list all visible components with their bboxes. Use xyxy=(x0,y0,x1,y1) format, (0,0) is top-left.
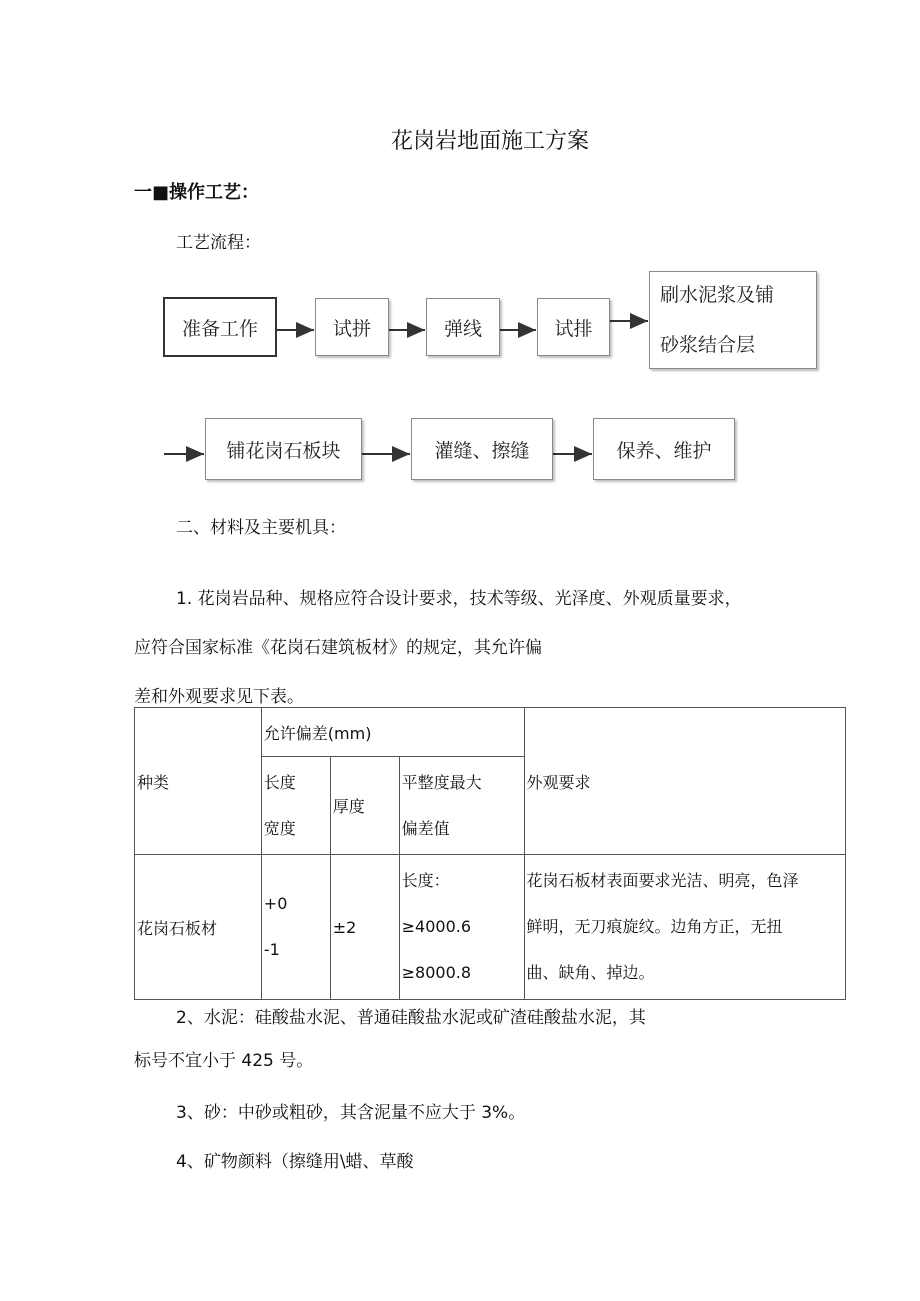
header-flatness xyxy=(399,757,524,855)
header-type: 种类 xyxy=(135,708,262,855)
flow-step-mortar-layer xyxy=(649,271,817,369)
cell-flatness-line2: ≥4000.6 xyxy=(401,917,472,936)
cell-length-width-plus: +0 xyxy=(263,894,288,913)
table-header-row xyxy=(135,708,846,757)
flow-step-label: 试拼 xyxy=(332,317,371,340)
cell-thickness: ±2 xyxy=(330,855,399,1000)
header-flatness-line2: 偏差值 xyxy=(401,818,450,838)
flow-step-lay-slabs xyxy=(205,418,362,480)
item4: 4、矿物颜料（擦缝用\蜡、草酸 xyxy=(176,1152,414,1172)
cell-flatness-line1: 长度： xyxy=(401,871,450,890)
flow-step-label: 铺花岗石板块 xyxy=(226,439,341,462)
flow-step-grout-joints xyxy=(411,418,553,480)
item3: 3、砂：中砂或粗砂，其含泥量不应大于 3%。 xyxy=(176,1103,526,1123)
tolerance-table xyxy=(134,707,846,1000)
cell-flatness-line3: ≥8000.8 xyxy=(401,963,472,982)
section-heading-materials: 二、材料及主要机具： xyxy=(176,518,346,538)
item1-line3: 差和外观要求见下表。 xyxy=(134,687,304,707)
header-thickness: 厚度 xyxy=(330,757,399,855)
cell-length-width xyxy=(261,855,330,1000)
item1-line1: 1. 花岗岩品种、规格应符合设计要求，技术等级、光泽度、外观质量要求， xyxy=(176,589,742,609)
section-heading-process: 一■操作工艺： xyxy=(134,182,260,203)
flow-step-label-line2: 砂浆结合层 xyxy=(660,334,756,356)
flow-step-snap-line xyxy=(426,298,500,356)
flow-step-maintenance xyxy=(593,418,735,480)
flow-step-label: 试排 xyxy=(554,317,593,340)
flow-step-label: 弹线 xyxy=(443,317,482,340)
header-flatness-line1: 平整度最大 xyxy=(401,772,482,792)
flow-step-trial-layout xyxy=(537,298,610,356)
flow-step-label: 灌缝、擦缝 xyxy=(434,439,530,462)
header-length-width xyxy=(261,757,330,855)
cell-type: 花岗石板材 xyxy=(135,855,262,1000)
flow-step-prepare xyxy=(163,297,277,357)
item1-line2: 应符合国家标准《花岗石建筑板材》的规定，其允许偏 xyxy=(134,638,542,658)
item2-line2: 标号不宜小于 425 号。 xyxy=(134,1051,314,1071)
cell-appearance xyxy=(524,855,845,1000)
item2-line1: 2、水泥：硅酸盐水泥、普通硅酸盐水泥或矿渣硅酸盐水泥，其 xyxy=(176,1008,646,1028)
flow-step-label: 保养、维护 xyxy=(616,439,712,462)
cell-appearance-line1: 花岗石板材表面要求光洁、明亮，色泽 xyxy=(526,871,799,890)
process-flow-label: 工艺流程： xyxy=(176,233,261,253)
flow-step-trial-assembly xyxy=(315,298,389,356)
flow-step-label-line1: 刷水泥浆及铺 xyxy=(660,284,775,306)
cell-length-width-minus: -1 xyxy=(263,940,280,959)
cell-appearance-line3: 曲、缺角、掉边。 xyxy=(526,963,655,982)
cell-appearance-line2: 鲜明，无刀痕旋纹。边角方正，无扭 xyxy=(526,917,783,936)
flow-step-label: 准备工作 xyxy=(181,317,258,340)
header-appearance: 外观要求 xyxy=(524,708,845,855)
header-length: 长度 xyxy=(263,772,296,792)
page-title: 花岗岩地面施工方案 xyxy=(390,129,589,154)
header-tolerance: 允许偏差(mm) xyxy=(261,708,524,757)
cell-flatness xyxy=(399,855,524,1000)
header-width: 宽度 xyxy=(263,818,296,838)
table-row xyxy=(135,855,846,1000)
